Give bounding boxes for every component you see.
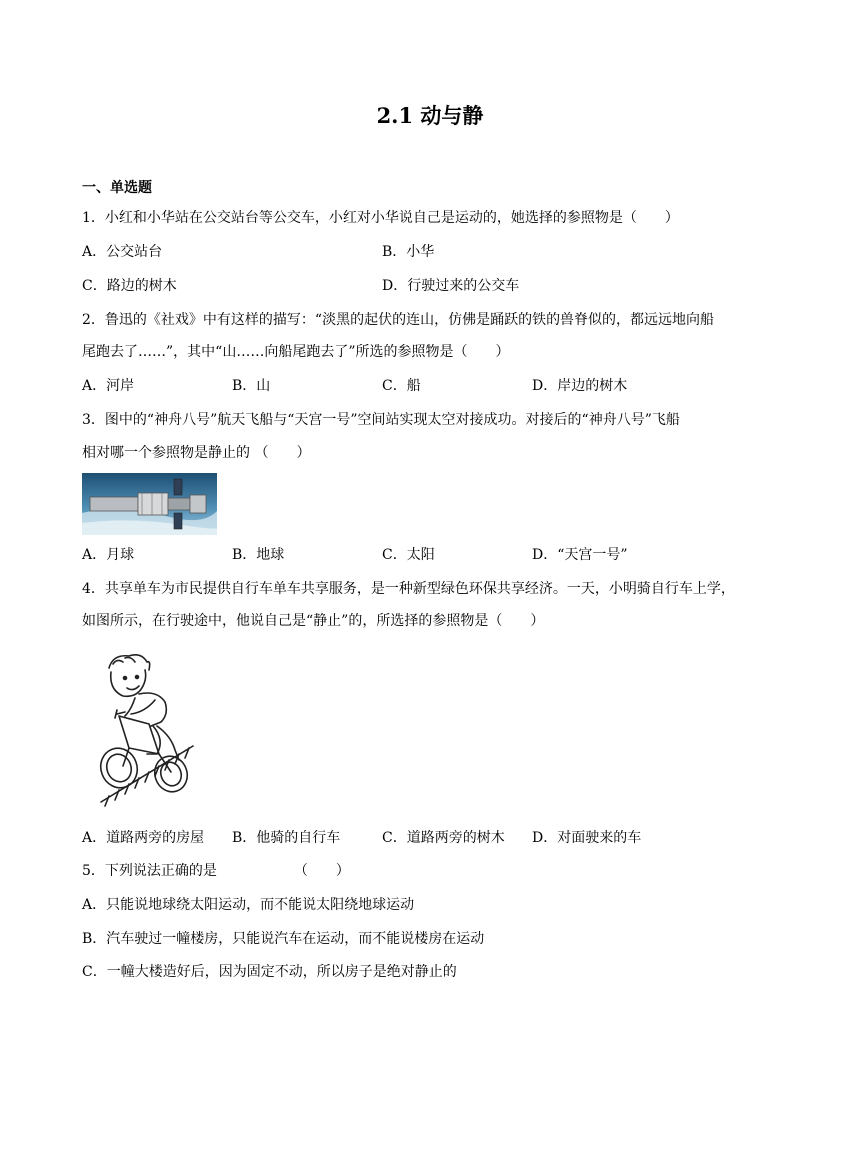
question-2-stem-line2: 尾跑去了……”，其中“山……向船尾跑去了”所选的参照物是（ ） bbox=[82, 344, 510, 360]
question-5-option-c: C．一幢大楼造好后，因为固定不动，所以房子是绝对静止的 bbox=[82, 964, 457, 980]
question-1-option-d: D．行驶过来的公交车 bbox=[382, 278, 520, 294]
question-4-option-c: C．道路两旁的树木 bbox=[382, 830, 505, 846]
question-3-option-b: B．地球 bbox=[232, 547, 285, 563]
question-1-option-b: B．小华 bbox=[382, 244, 435, 260]
question-1-option-c: C．路边的树木 bbox=[82, 278, 177, 294]
question-3-option-d: D．“天宫一号” bbox=[532, 547, 628, 563]
question-3-option-a: A．月球 bbox=[82, 547, 135, 563]
question-2-option-d: D．岸边的树木 bbox=[532, 378, 628, 394]
question-5-option-a: A．只能说地球绕太阳运动，而不能说太阳绕地球运动 bbox=[82, 897, 415, 913]
question-4-stem-line1: 4．共享单车为市民提供自行车单车共享服务，是一种新型绿色环保共享经济。一天，小明骑自行车上学， bbox=[82, 581, 735, 597]
question-4-option-d: D．对面驶来的车 bbox=[532, 830, 642, 846]
question-3-stem-line1: 3．图中的“神舟八号”航天飞船与“天宫一号”空间站实现太空对接成功。对接后的“神舟八号”飞船 bbox=[82, 412, 680, 428]
question-2-option-a: A．河岸 bbox=[82, 378, 135, 394]
question-5-option-b: B．汽车驶过一幢楼房，只能说汽车在运动，而不能说楼房在运动 bbox=[82, 931, 485, 947]
question-1-stem: 1．小红和小华站在公交站台等公交车，小红对小华说自己是运动的，她选择的参照物是（ ） bbox=[82, 210, 679, 226]
question-5-stem: 5．下列说法正确的是 （ ） bbox=[82, 863, 350, 879]
question-1-option-a: A．公交站台 bbox=[82, 244, 163, 260]
page-title: 2.1 动与静 bbox=[376, 103, 484, 128]
question-3-stem-line2: 相对哪一个参照物是静止的 （ ） bbox=[82, 445, 311, 461]
spacecraft-docking-image bbox=[82, 473, 217, 535]
question-4-option-b: B．他骑的自行车 bbox=[232, 830, 341, 846]
question-2-option-b: B．山 bbox=[232, 378, 271, 394]
question-4-option-a: A．道路两旁的房屋 bbox=[82, 830, 205, 846]
boy-riding-bicycle-image bbox=[95, 650, 195, 808]
question-2-option-c: C．船 bbox=[382, 378, 421, 394]
question-3-option-c: C．太阳 bbox=[382, 547, 435, 563]
section-heading: 一、单选题 bbox=[82, 180, 152, 196]
question-4-stem-line2: 如图所示，在行驶途中，他说自己是“静止”的，所选择的参照物是（ ） bbox=[82, 613, 545, 629]
question-2-stem-line1: 2．鲁迅的《社戏》中有这样的描写：“淡黑的起伏的连山，仿佛是踊跃的铁的兽脊似的，都远远地向船 bbox=[82, 312, 715, 328]
